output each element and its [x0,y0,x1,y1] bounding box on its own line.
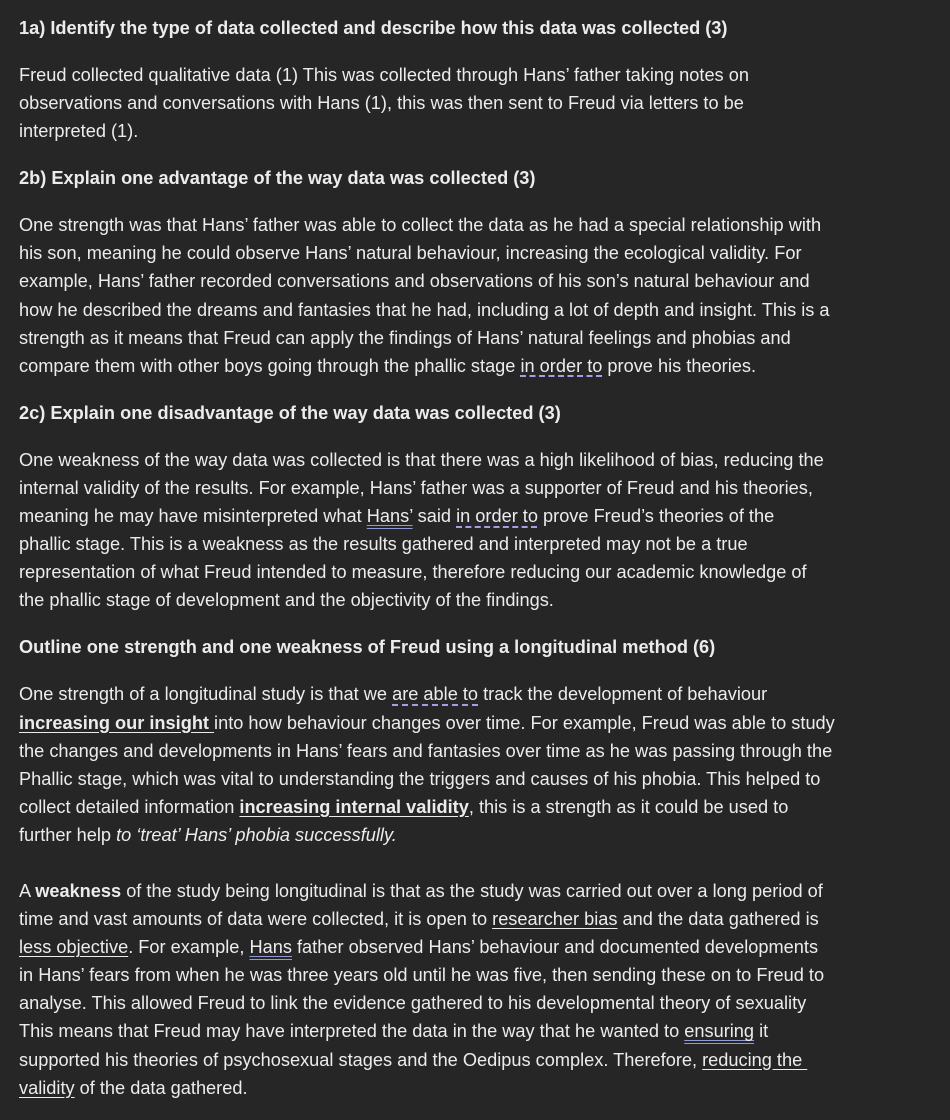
text-line [19,933,934,961]
text-run: . For example, [128,937,250,958]
question-heading-longitudinal: Outline one strength and one weakness of Freud using a longitudinal method (6) [19,637,716,658]
text-run: prove his theories. [602,355,757,376]
text-line: One weakness of the way data was collected is that there was a high likelihood of bias, reducing the [19,449,824,470]
text-line [19,877,934,905]
text-run: it [754,1021,769,1042]
underlined-text: researcher bias [492,909,618,930]
bold-text: weakness [35,880,122,901]
text-line [19,1074,934,1102]
underlined-text: less objective [19,937,129,958]
text-run: One strength of a longitudinal study is that we [19,684,393,705]
grammar-suggestion[interactable]: in order to [456,506,538,527]
text-run: said [412,506,457,527]
text-line: his son, meaning he could observe Hans’ natural behaviour, increasing the ecological validity. For [19,243,802,264]
answer-2b [19,211,934,380]
text-line: example, Hans’ father recorded conversations and observations of his son’s natural behaviour and [19,271,810,292]
text-run: into how behaviour changes over time. For example, Freud was able to study [214,712,835,733]
text-run: of the data gathered. [74,1077,248,1098]
bold-underlined-text: increasing our insight [19,712,215,733]
text-line: Phallic stage, which was vital to understanding the triggers and causes of his phobia. This helped to [19,768,821,789]
bold-underlined-text: increasing internal validity [239,796,469,817]
text-run: This means that Freud may have interpreted the data in the way that he wanted to [19,1021,685,1042]
text-run: prove Freud’s theories of the [537,506,775,527]
text-run: and the data gathered is [617,909,819,930]
question-heading-2b: 2b) Explain one advantage of the way data was collected (3) [19,168,536,189]
underlined-text: reducing the [702,1049,808,1070]
text-run: track the development of behaviour [478,684,768,705]
italic-text: to ‘treat’ Hans’ phobia successfully. [116,824,397,845]
text-line: internal validity of the results. For example, Hans’ father was a supporter of Freud and his theories, [19,477,813,498]
text-line [19,709,934,737]
text-run: further help [19,824,117,845]
answer-strength [19,680,934,849]
text-line [19,1017,934,1045]
text-line: how he described the dreams and fantasies that he had, including a lot of depth and insight. This is a [19,299,830,320]
text-run: A [19,880,36,901]
text-run: compare them with other boys going through the phallic stage [19,355,521,376]
text-line [19,793,934,821]
text-run: collect detailed information [19,796,240,817]
spelling-suggestion[interactable]: Hans [249,937,292,958]
text-line: in Hans’ fears from when he was three years old until he was five, then sending these on to Freud to [19,965,825,986]
text-line [19,821,934,849]
text-line: analyse. This allowed Freud to link the evidence gathered to his developmental theory of sexuality [19,993,807,1014]
text-run: meaning he may have misinterpreted what [19,506,367,527]
text-line: strength as it means that Freud can apply the findings of Hans’ natural feelings and phobias and [19,327,791,348]
question-heading-1a: 1a) Identify the type of data collected and describe how this data was collected (3) [19,18,728,38]
answer-2c [19,446,934,615]
text-line: representation of what Freud intended to measure, therefore reducing our academic knowledge of [19,562,807,583]
text-line [19,502,934,530]
text-line: the phallic stage of development and the objectivity of the findings. [19,590,554,611]
answer-weakness [19,877,934,1102]
text-line: interpreted (1). [19,121,139,142]
text-line [19,1046,934,1074]
text-line: observations and conversations with Hans (1), this was then sent to Freud via letters to be [19,93,744,114]
text-line [19,680,934,708]
grammar-suggestion[interactable]: in order to [520,355,603,376]
text-run: time and vast amounts of data were collected, it is open to [19,909,493,930]
text-run: father observed Hans’ behaviour and documented developments [291,937,819,958]
text-line [19,352,934,380]
text-line: the changes and developments in Hans’ fears and fantasies over time as he was passing through the [19,740,833,761]
text-run: , this is a strength as it could be used to [468,796,789,817]
text-line: Freud collected qualitative data (1) This was collected through Hans’ father taking notes on [19,65,749,85]
text-line: phallic stage. This is a weakness as the results gathered and interpreted may not be a true [19,534,748,555]
text-run: supported his theories of psychosexual stages and the Oedipus complex. Therefore, [19,1049,703,1070]
text-line: One strength was that Hans’ father was able to collect the data as he had a special relationship with [19,215,822,236]
answer-1a [19,61,934,145]
text-line [19,905,934,933]
question-heading-2c: 2c) Explain one disadvantage of the way data was collected (3) [19,402,561,423]
spelling-suggestion[interactable]: Hans’ [366,506,413,527]
grammar-suggestion[interactable]: are able to [392,684,479,705]
text-run: of the study being longitudinal is that as the study was carried out over a long period of [121,880,823,901]
spelling-suggestion[interactable]: ensuring [684,1021,755,1042]
underlined-text: validity [19,1077,75,1098]
